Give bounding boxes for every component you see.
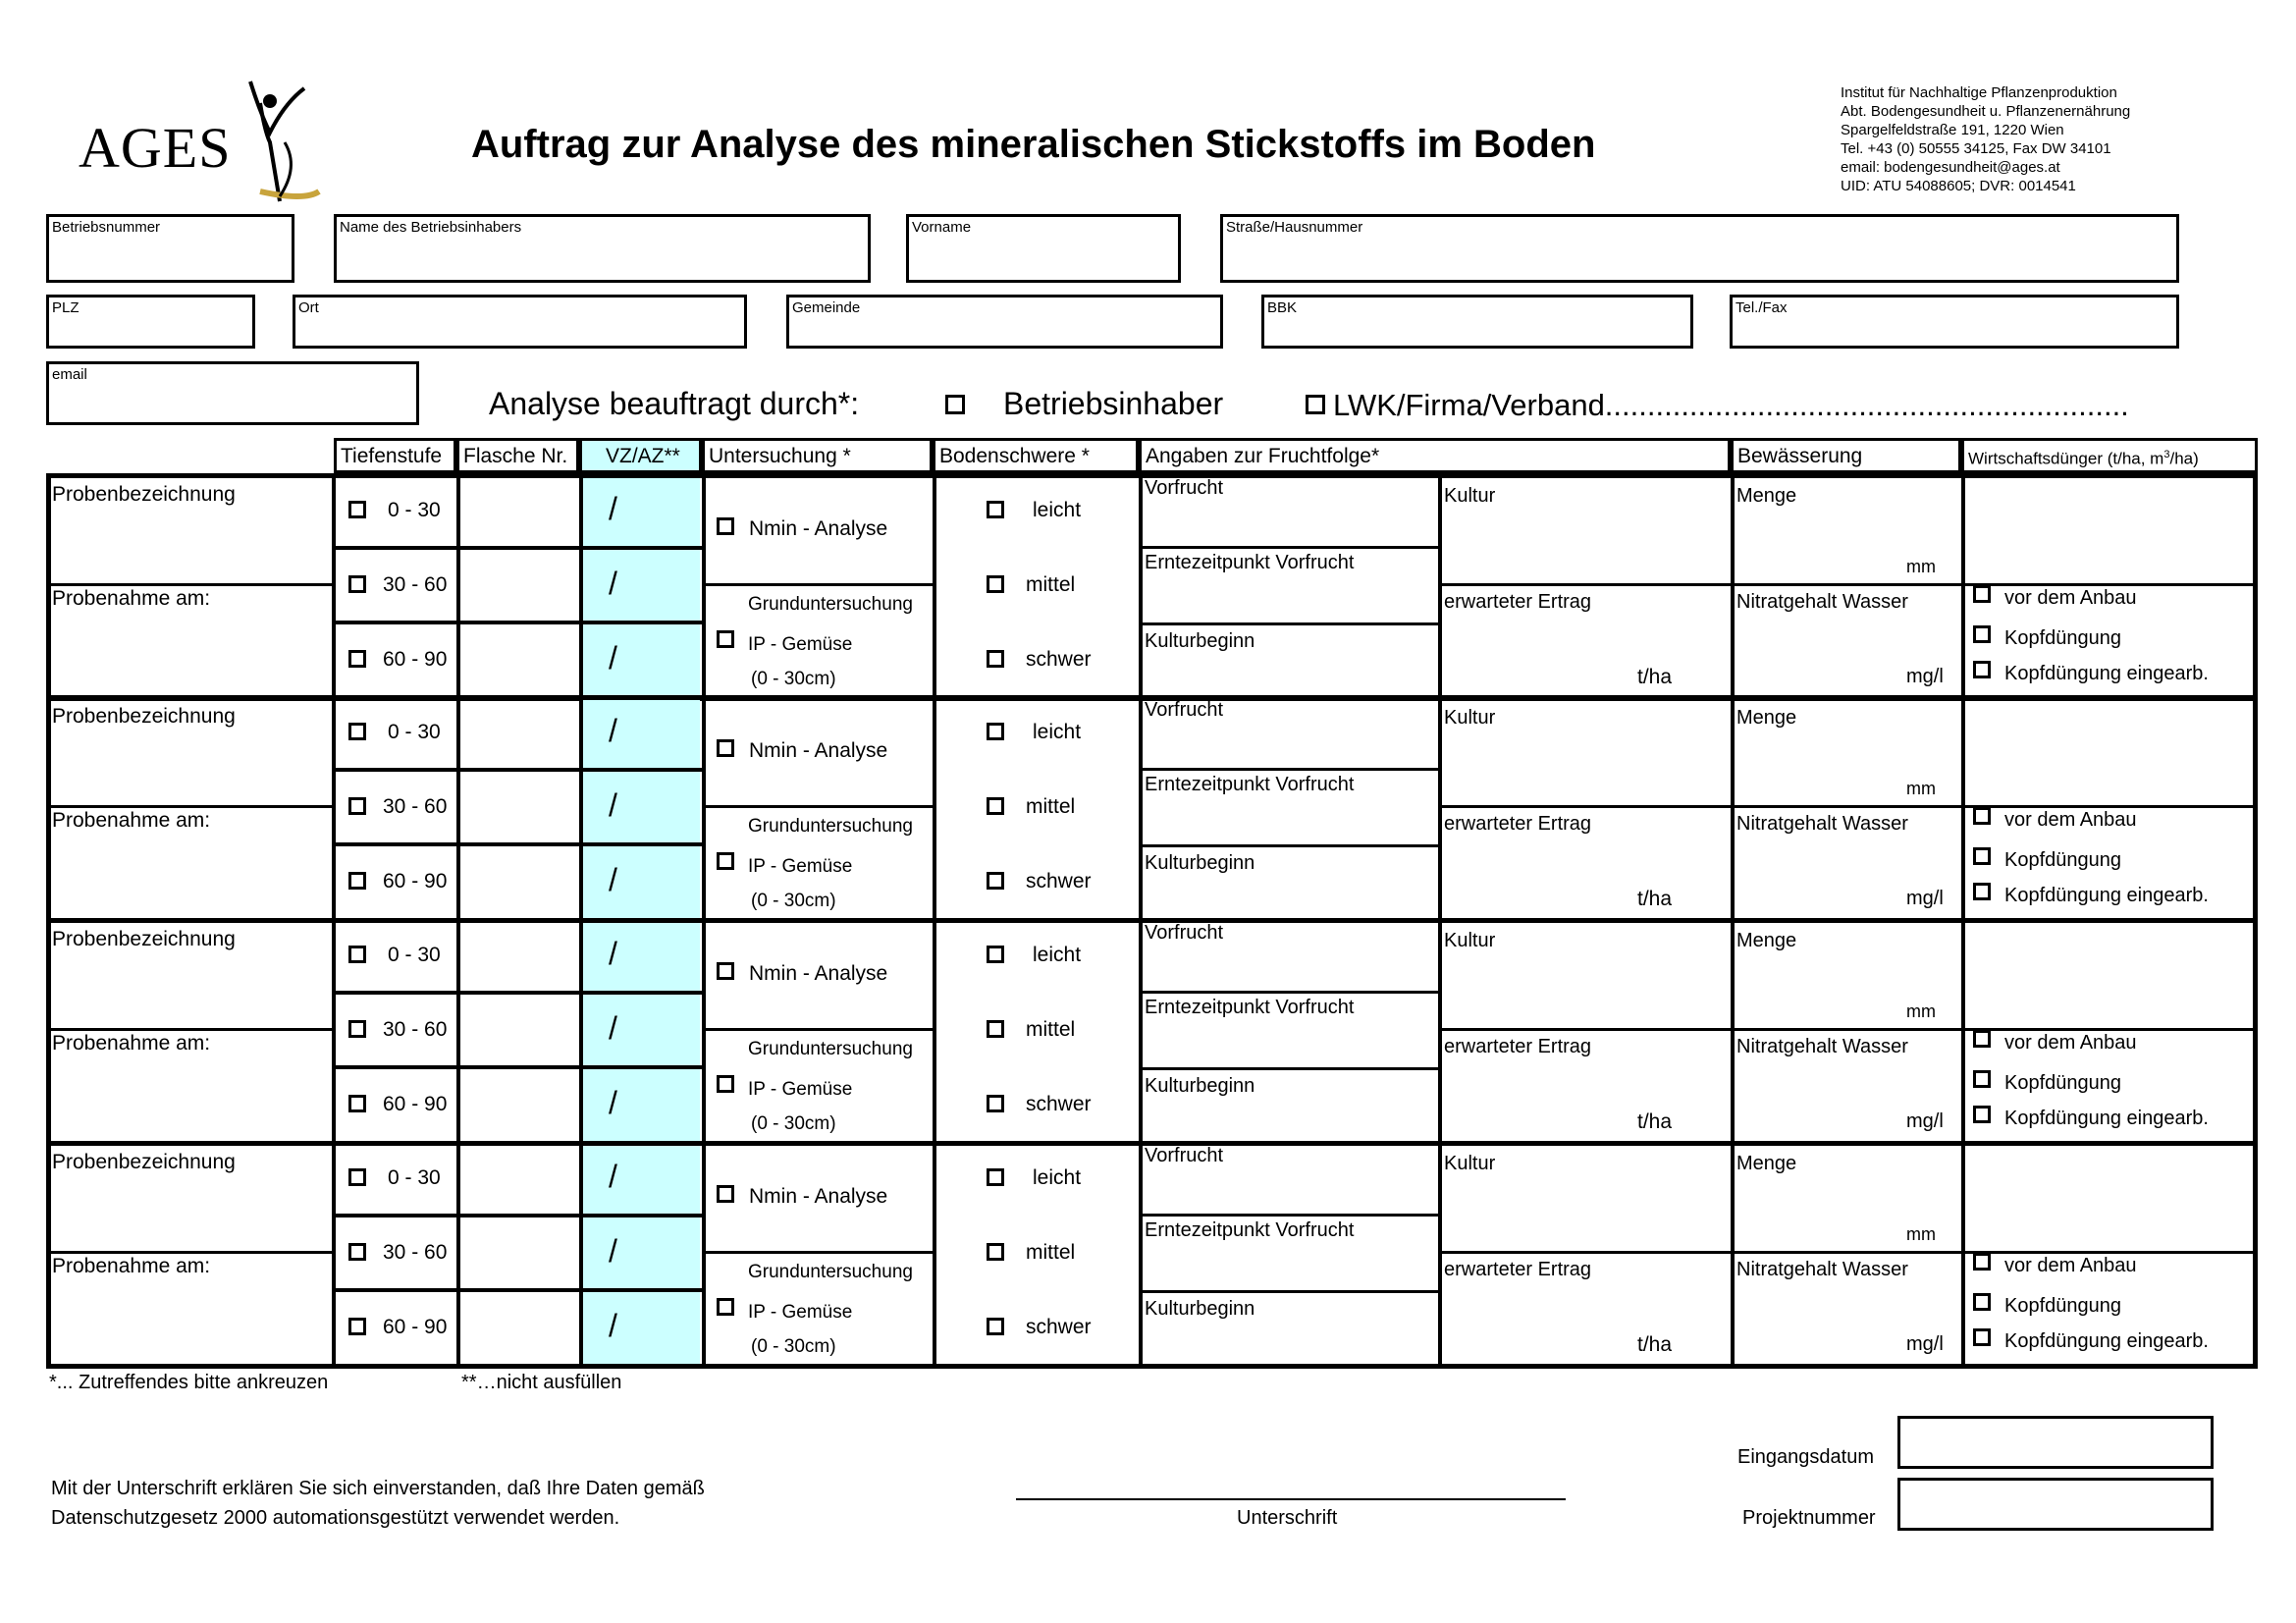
depth-label: 60 - 90	[383, 1093, 448, 1115]
column-divider	[579, 695, 583, 921]
header-text: Flasche Nr.	[463, 445, 568, 467]
row-divider	[1438, 1251, 2258, 1254]
kulturbeginn-label: Kulturbeginn	[1145, 852, 1255, 874]
erntezeitpunkt-label: Erntezeitpunkt Vorfrucht	[1145, 774, 1355, 795]
vzaz-column	[582, 700, 700, 918]
bodenschwere-checkbox[interactable]	[987, 501, 1004, 518]
institute-line: Institut für Nachhaltige Pflanzenproduktion	[1841, 84, 2117, 101]
bodenschwere-checkbox[interactable]	[987, 1243, 1004, 1261]
vzaz-slash: /	[609, 1233, 617, 1269]
nitrat-label: Nitratgehalt Wasser	[1736, 813, 1908, 835]
ip-checkbox[interactable]	[717, 852, 734, 870]
bodenschwere-checkbox[interactable]	[987, 872, 1004, 890]
probenahme-label: Probenahme am:	[52, 1032, 211, 1055]
column-divider	[456, 918, 460, 1144]
menge-label: Menge	[1736, 485, 1797, 507]
column-divider	[1961, 695, 1965, 921]
vorfrucht-label: Vorfrucht	[1145, 699, 1224, 721]
probenbezeichnung-label: Probenbezeichnung	[52, 483, 236, 506]
duenger-checkbox[interactable]	[1973, 1030, 1991, 1048]
duenger-checkbox[interactable]	[1973, 1070, 1991, 1088]
consent-line-2: Datenschutzgesetz 2000 automationsgestützt verwendet werden.	[51, 1507, 620, 1529]
row-divider	[1139, 1067, 1438, 1070]
duenger-checkbox[interactable]	[1973, 1253, 1991, 1271]
duenger-checkbox[interactable]	[1973, 1106, 1991, 1123]
vorfrucht-label: Vorfrucht	[1145, 477, 1224, 499]
vzaz-slash: /	[609, 1159, 617, 1194]
field-label: email	[52, 366, 87, 383]
column-divider	[1731, 918, 1735, 1144]
duenger-checkbox[interactable]	[1973, 585, 1991, 603]
ertrag-label: erwarteter Ertrag	[1444, 813, 1592, 835]
header-text	[1968, 449, 2199, 469]
column-divider	[933, 695, 936, 921]
depth-checkbox[interactable]	[348, 575, 366, 593]
projektnummer-field[interactable]	[1897, 1478, 2214, 1531]
duenger-option: Kopfdüngung	[2004, 1072, 2122, 1094]
field-label: PLZ	[52, 299, 80, 316]
duenger-checkbox[interactable]	[1973, 807, 1991, 825]
row-divider	[332, 1214, 702, 1217]
ip-label: IP - Gemüse	[748, 1302, 853, 1323]
depth-label: 0 - 30	[388, 499, 441, 521]
bodenschwere-label: schwer	[1026, 1316, 1092, 1338]
duenger-checkbox[interactable]	[1973, 661, 1991, 678]
header-text: Angaben zur Fruchtfolge*	[1146, 445, 1380, 467]
row-divider	[46, 805, 334, 808]
depth-checkbox[interactable]	[348, 723, 366, 740]
column-divider	[456, 695, 460, 921]
ip-depth-label: (0 - 30cm)	[751, 669, 836, 689]
field-label: Betriebsnummer	[52, 219, 161, 236]
bodenschwere-label: leicht	[1033, 721, 1082, 743]
header-vzaz	[579, 438, 702, 473]
nmin-checkbox[interactable]	[717, 962, 734, 980]
telfax-field[interactable]	[1730, 295, 2179, 349]
kultur-label: Kultur	[1444, 707, 1496, 729]
consent-line-1: Mit der Unterschrift erklären Sie sich einverstanden, daß Ihre Daten gemäß	[51, 1478, 705, 1499]
ages-logo	[79, 74, 334, 211]
depth-checkbox[interactable]	[348, 946, 366, 963]
row-divider	[332, 842, 702, 846]
duenger-checkbox[interactable]	[1973, 1328, 1991, 1346]
depth-checkbox[interactable]	[348, 501, 366, 518]
probenahme-label: Probenahme am:	[52, 809, 211, 832]
mgl-unit: mg/l	[1906, 888, 1944, 909]
tha-unit: t/ha	[1637, 888, 1673, 910]
depth-label: 30 - 60	[383, 1241, 448, 1264]
nmin-label: Nmin - Analyse	[749, 962, 888, 985]
depth-label: 60 - 90	[383, 648, 448, 671]
header-duenger	[1961, 438, 2258, 473]
header-bodenschwere	[933, 438, 1139, 473]
depth-label: 30 - 60	[383, 1018, 448, 1041]
vzaz-slash: /	[609, 936, 617, 971]
eingangsdatum-label: Eingangsdatum	[1737, 1446, 1874, 1468]
duenger-option: Kopfdüngung	[2004, 849, 2122, 871]
menge-label: Menge	[1736, 707, 1797, 729]
plz-field[interactable]	[46, 295, 255, 349]
ip-checkbox[interactable]	[717, 630, 734, 648]
header-untersuchung	[702, 438, 933, 473]
nmin-checkbox[interactable]	[717, 517, 734, 535]
ip-depth-label: (0 - 30cm)	[751, 891, 836, 911]
column-divider	[579, 918, 583, 1144]
row-divider	[702, 1251, 933, 1254]
column-divider	[1731, 695, 1735, 921]
duenger-option: Kopfdüngung eingearb.	[2004, 663, 2209, 684]
bodenschwere-checkbox[interactable]	[987, 946, 1004, 963]
row-divider	[702, 1028, 933, 1031]
column-divider	[933, 473, 936, 699]
vzaz-slash: /	[609, 566, 617, 601]
duenger-checkbox[interactable]	[1973, 883, 1991, 900]
bodenschwere-checkbox[interactable]	[987, 1168, 1004, 1186]
bbk-field[interactable]	[1261, 295, 1693, 349]
column-divider	[1438, 1141, 1442, 1367]
grunduntersuchung-label: Grunduntersuchung	[748, 1262, 913, 1282]
depth-checkbox[interactable]	[348, 1020, 366, 1038]
column-divider	[1731, 473, 1735, 699]
duenger-option: vor dem Anbau	[2004, 809, 2137, 831]
bodenschwere-label: mittel	[1026, 1241, 1076, 1264]
bodenschwere-checkbox[interactable]	[987, 1095, 1004, 1112]
institute-info	[1841, 83, 2130, 195]
column-divider	[1961, 473, 1965, 699]
column-divider	[1438, 695, 1442, 921]
institute-line: Tel. +43 (0) 50555 34125, Fax DW 34101	[1841, 140, 2111, 157]
projektnummer-label: Projektnummer	[1742, 1507, 1876, 1529]
column-divider	[332, 473, 336, 699]
column-divider	[1139, 1141, 1143, 1367]
column-divider	[332, 918, 336, 1144]
duenger-option: vor dem Anbau	[2004, 587, 2137, 609]
nitrat-label: Nitratgehalt Wasser	[1736, 591, 1908, 613]
row-divider	[702, 583, 933, 586]
row-divider	[46, 583, 334, 586]
nitrat-label: Nitratgehalt Wasser	[1736, 1036, 1908, 1057]
column-divider	[1139, 473, 1143, 699]
ip-checkbox[interactable]	[717, 1298, 734, 1316]
erntezeitpunkt-label: Erntezeitpunkt Vorfrucht	[1145, 1219, 1355, 1241]
column-divider	[933, 918, 936, 1144]
strasse-field[interactable]	[1220, 214, 2179, 283]
header-tiefenstufe	[334, 438, 456, 473]
field-label: Tel./Fax	[1735, 299, 1788, 316]
column-divider	[456, 1141, 460, 1367]
betriebsinhaber-checkbox[interactable]	[945, 395, 965, 414]
row-divider	[1139, 1214, 1438, 1217]
column-divider	[579, 473, 583, 699]
row-divider	[1139, 546, 1438, 549]
vorfrucht-label: Vorfrucht	[1145, 922, 1224, 944]
bodenschwere-checkbox[interactable]	[987, 797, 1004, 815]
header-text: VZ/AZ**	[606, 445, 680, 467]
erntezeitpunkt-label: Erntezeitpunkt Vorfrucht	[1145, 552, 1355, 573]
grunduntersuchung-label: Grunduntersuchung	[748, 816, 913, 837]
header-bewaesserung	[1731, 438, 1961, 473]
page-title: Auftrag zur Analyse des mineralischen Stickstoffs im Boden	[471, 123, 1596, 166]
institute-line: email: bodengesundheit@ages.at	[1841, 159, 2060, 176]
bodenschwere-checkbox[interactable]	[987, 1318, 1004, 1335]
depth-label: 60 - 90	[383, 870, 448, 893]
column-divider	[1438, 473, 1442, 699]
erntezeitpunkt-label: Erntezeitpunkt Vorfrucht	[1145, 997, 1355, 1018]
gemeinde-field[interactable]	[786, 295, 1223, 349]
field-label: Gemeinde	[792, 299, 861, 316]
vzaz-column	[582, 478, 700, 696]
column-divider	[702, 695, 706, 921]
depth-checkbox[interactable]	[348, 1318, 366, 1335]
depth-label: 0 - 30	[388, 721, 441, 743]
column-divider	[702, 918, 706, 1144]
probenbezeichnung-label: Probenbezeichnung	[52, 928, 236, 950]
duenger-option: vor dem Anbau	[2004, 1255, 2137, 1276]
column-divider	[702, 1141, 706, 1367]
ort-field[interactable]	[293, 295, 747, 349]
grunduntersuchung-label: Grunduntersuchung	[748, 594, 913, 615]
column-divider	[1961, 1141, 1965, 1367]
bodenschwere-checkbox[interactable]	[987, 575, 1004, 593]
column-divider	[933, 1141, 936, 1367]
mm-unit: mm	[1906, 557, 1936, 576]
email-field[interactable]	[46, 361, 419, 425]
lwk-option: LWK/Firma/Verband..............................................................	[1333, 388, 2129, 422]
lwk-checkbox[interactable]	[1306, 395, 1325, 414]
betriebsinhaber-option: Betriebsinhaber	[1003, 386, 1224, 421]
vzaz-slash: /	[609, 491, 617, 526]
nmin-label: Nmin - Analyse	[749, 517, 888, 540]
footnote-ankreuzen: *... Zutreffendes bitte ankreuzen	[49, 1372, 329, 1393]
row-divider	[332, 621, 702, 624]
depth-label: 30 - 60	[383, 573, 448, 596]
row-divider	[332, 768, 702, 772]
header-flasche	[456, 438, 579, 473]
institute-line: Abt. Bodengesundheit u. Pflanzenernährung	[1841, 103, 2131, 120]
signature-line	[1016, 1498, 1566, 1500]
row-divider	[1139, 768, 1438, 771]
bodenschwere-label: leicht	[1033, 499, 1082, 521]
depth-checkbox[interactable]	[348, 872, 366, 890]
tha-unit: t/ha	[1637, 1333, 1673, 1356]
mgl-unit: mg/l	[1906, 1110, 1944, 1132]
field-label: Name des Betriebsinhabers	[340, 219, 522, 236]
depth-checkbox[interactable]	[348, 1243, 366, 1261]
column-divider	[1139, 918, 1143, 1144]
header-text: Bewässerung	[1737, 445, 1863, 467]
row-divider	[332, 1065, 702, 1069]
betriebsnummer-field[interactable]	[46, 214, 294, 283]
ertrag-label: erwarteter Ertrag	[1444, 1036, 1592, 1057]
depth-checkbox[interactable]	[348, 1168, 366, 1186]
ip-label: IP - Gemüse	[748, 1079, 853, 1100]
row-divider	[1139, 991, 1438, 994]
duenger-text: Wirtschaftsdünger (t/ha, m	[1968, 449, 2164, 468]
row-divider	[1139, 622, 1438, 625]
nitrat-label: Nitratgehalt Wasser	[1736, 1259, 1908, 1280]
depth-checkbox[interactable]	[348, 1095, 366, 1112]
duenger-option: Kopfdüngung eingearb.	[2004, 1108, 2209, 1129]
vzaz-slash: /	[609, 862, 617, 897]
ip-depth-label: (0 - 30cm)	[751, 1336, 836, 1357]
bodenschwere-label: schwer	[1026, 648, 1092, 671]
mgl-unit: mg/l	[1906, 1333, 1944, 1355]
row-divider	[1438, 1028, 2258, 1031]
mm-unit: mm	[1906, 779, 1936, 798]
tha-unit: t/ha	[1637, 1110, 1673, 1133]
row-divider	[1139, 1290, 1438, 1293]
duenger-option: Kopfdüngung	[2004, 1295, 2122, 1317]
kultur-label: Kultur	[1444, 930, 1496, 951]
header-text: Untersuchung *	[709, 445, 851, 467]
kulturbeginn-label: Kulturbeginn	[1145, 1075, 1255, 1097]
vzaz-slash: /	[609, 713, 617, 748]
depth-checkbox[interactable]	[348, 650, 366, 668]
duenger-checkbox[interactable]	[1973, 1293, 1991, 1311]
header-text: Bodenschwere *	[939, 445, 1090, 467]
menge-label: Menge	[1736, 930, 1797, 951]
row-divider	[46, 1028, 334, 1031]
row-divider	[332, 991, 702, 995]
column-divider	[1139, 695, 1143, 921]
depth-label: 60 - 90	[383, 1316, 448, 1338]
nmin-checkbox[interactable]	[717, 1185, 734, 1203]
eingangsdatum-field[interactable]	[1897, 1416, 2214, 1469]
betriebsinhaber-name-field[interactable]	[334, 214, 871, 283]
vzaz-slash: /	[609, 787, 617, 823]
row-divider	[1438, 805, 2258, 808]
row-divider	[46, 1251, 334, 1254]
nmin-checkbox[interactable]	[717, 739, 734, 757]
bodenschwere-checkbox[interactable]	[987, 1020, 1004, 1038]
bodenschwere-label: schwer	[1026, 870, 1092, 893]
duenger-sup: 3	[2163, 449, 2170, 460]
logo-text: AGES	[79, 116, 232, 180]
column-divider	[332, 1141, 336, 1367]
kultur-label: Kultur	[1444, 1153, 1496, 1174]
duenger-option: vor dem Anbau	[2004, 1032, 2137, 1054]
nmin-label: Nmin - Analyse	[749, 1185, 888, 1208]
row-divider	[1438, 583, 2258, 586]
ip-label: IP - Gemüse	[748, 856, 853, 877]
duenger-checkbox[interactable]	[1973, 847, 1991, 865]
mm-unit: mm	[1906, 1224, 1936, 1244]
bodenschwere-checkbox[interactable]	[987, 723, 1004, 740]
duenger-option: Kopfdüngung eingearb.	[2004, 1330, 2209, 1352]
duenger-option: Kopfdüngung eingearb.	[2004, 885, 2209, 906]
mm-unit: mm	[1906, 1001, 1936, 1021]
bodenschwere-label: mittel	[1026, 573, 1076, 596]
depth-label: 0 - 30	[388, 944, 441, 966]
field-label: Straße/Hausnummer	[1226, 219, 1363, 236]
ertrag-label: erwarteter Ertrag	[1444, 591, 1592, 613]
probenbezeichnung-label: Probenbezeichnung	[52, 705, 236, 728]
column-divider	[456, 473, 460, 699]
ip-depth-label: (0 - 30cm)	[751, 1113, 836, 1134]
signature-label: Unterschrift	[1237, 1507, 1338, 1529]
kulturbeginn-label: Kulturbeginn	[1145, 1298, 1255, 1320]
vzaz-slash: /	[609, 1085, 617, 1120]
vzaz-slash: /	[609, 640, 617, 676]
grunduntersuchung-label: Grunduntersuchung	[748, 1039, 913, 1059]
vzaz-column	[582, 1146, 700, 1364]
probenahme-label: Probenahme am:	[52, 587, 211, 610]
bodenschwere-label: mittel	[1026, 1018, 1076, 1041]
ip-label: IP - Gemüse	[748, 634, 853, 655]
vzaz-slash: /	[609, 1308, 617, 1343]
institute-line: Spargelfeldstraße 191, 1220 Wien	[1841, 122, 2064, 138]
depth-label: 0 - 30	[388, 1166, 441, 1189]
probenbezeichnung-label: Probenbezeichnung	[52, 1151, 236, 1173]
institute-line: UID: ATU 54088605; DVR: 0014541	[1841, 178, 2076, 194]
column-divider	[332, 695, 336, 921]
ertrag-label: erwarteter Ertrag	[1444, 1259, 1592, 1280]
tha-unit: t/ha	[1637, 666, 1673, 688]
ip-checkbox[interactable]	[717, 1075, 734, 1093]
kultur-label: Kultur	[1444, 485, 1496, 507]
row-divider	[332, 546, 702, 550]
column-divider	[702, 473, 706, 699]
duenger-text-end: /ha)	[2169, 449, 2199, 468]
header-fruchtfolge	[1139, 438, 1731, 473]
depth-checkbox[interactable]	[348, 797, 366, 815]
column-divider	[1961, 918, 1965, 1144]
bodenschwere-label: leicht	[1033, 944, 1082, 966]
footnote-nicht: **…nicht ausfüllen	[461, 1372, 622, 1393]
vzaz-slash: /	[609, 1010, 617, 1046]
vzaz-column	[582, 923, 700, 1141]
vorfrucht-label: Vorfrucht	[1145, 1145, 1224, 1166]
bodenschwere-label: leicht	[1033, 1166, 1082, 1189]
vorname-field[interactable]	[906, 214, 1181, 283]
column-divider	[1731, 1141, 1735, 1367]
duenger-checkbox[interactable]	[1973, 625, 1991, 643]
auftrag-label: Analyse beauftragt durch*:	[489, 386, 860, 421]
bodenschwere-checkbox[interactable]	[987, 650, 1004, 668]
row-divider	[332, 1288, 702, 1292]
nmin-label: Nmin - Analyse	[749, 739, 888, 762]
menge-label: Menge	[1736, 1153, 1797, 1174]
column-divider	[579, 1141, 583, 1367]
bodenschwere-label: mittel	[1026, 795, 1076, 818]
field-label: Ort	[298, 299, 319, 316]
row-divider	[702, 805, 933, 808]
depth-label: 30 - 60	[383, 795, 448, 818]
row-divider	[1139, 844, 1438, 847]
mgl-unit: mg/l	[1906, 666, 1944, 687]
duenger-option: Kopfdüngung	[2004, 627, 2122, 649]
bodenschwere-label: schwer	[1026, 1093, 1092, 1115]
probenahme-label: Probenahme am:	[52, 1255, 211, 1277]
header-text: Tiefenstufe	[341, 445, 443, 467]
field-label: Vorname	[912, 219, 972, 236]
field-label: BBK	[1267, 299, 1298, 316]
column-divider	[1438, 918, 1442, 1144]
kulturbeginn-label: Kulturbeginn	[1145, 630, 1255, 652]
